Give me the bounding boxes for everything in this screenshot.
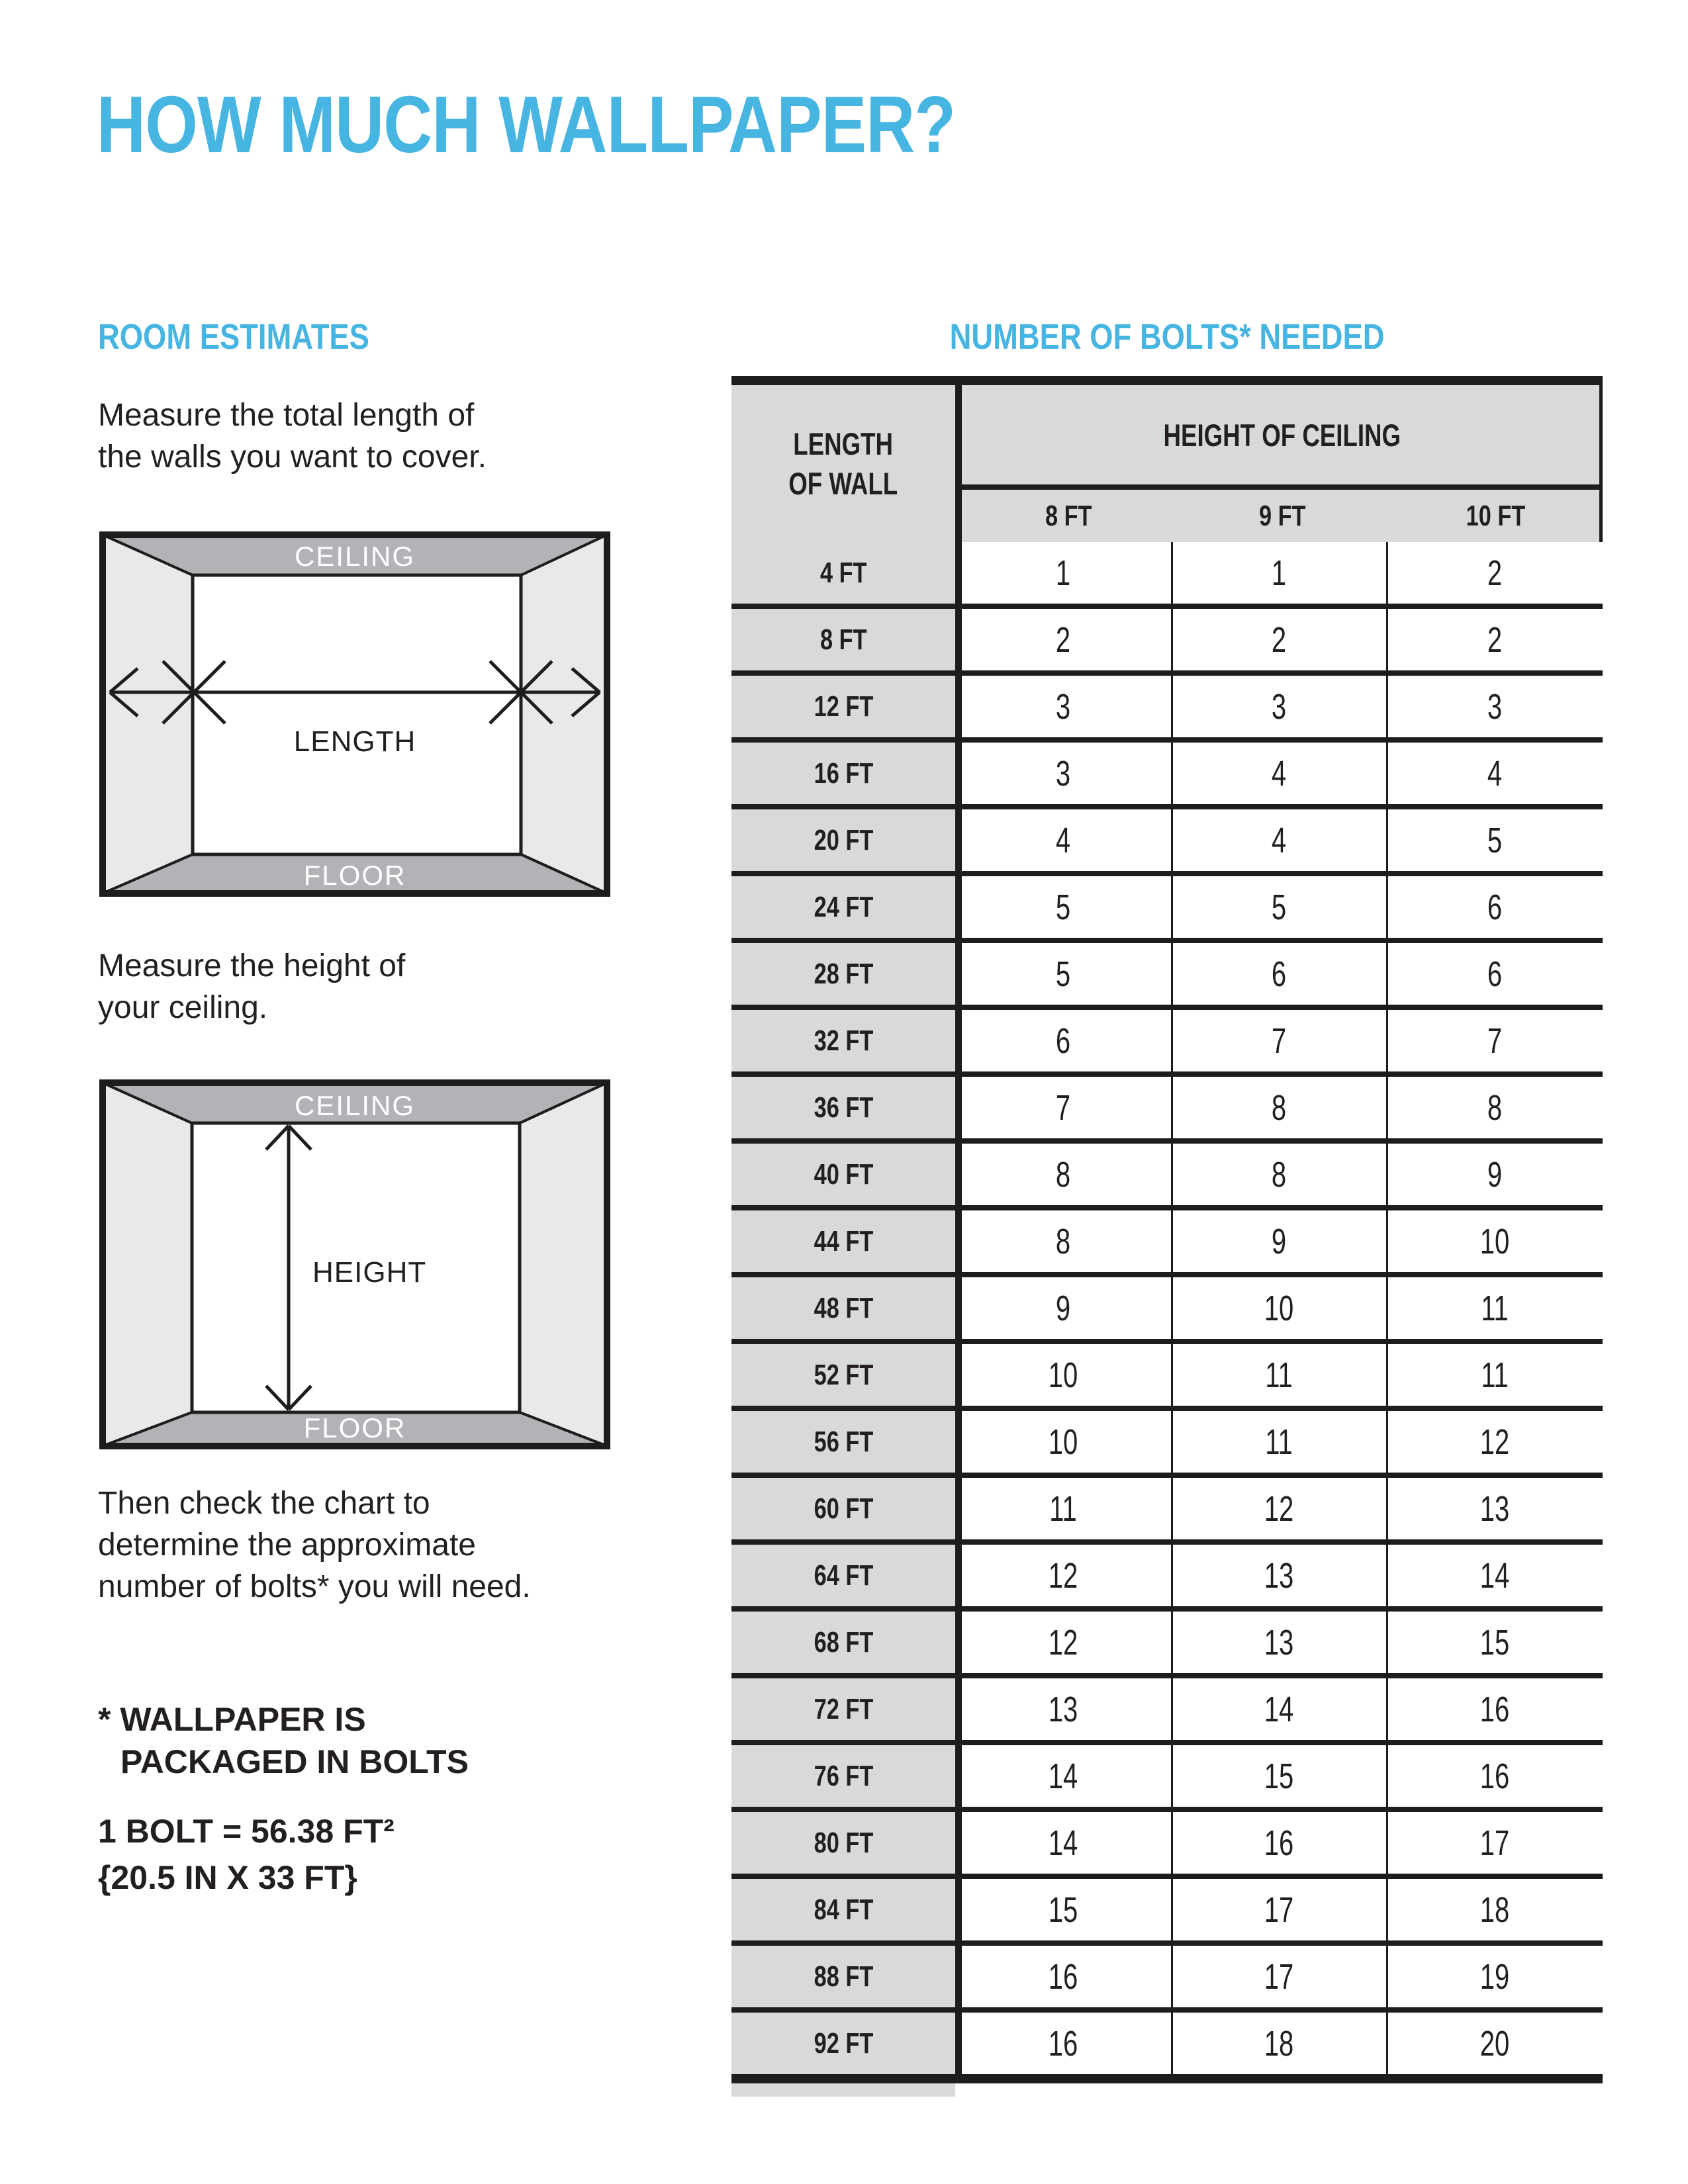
- header-divider-rule: [962, 484, 1603, 490]
- bolt-count-cell: 18: [1171, 2013, 1387, 2074]
- bolt-count-cell: 18: [1387, 1879, 1603, 1940]
- bolt-count-cell: 11: [1387, 1277, 1603, 1339]
- row-values: [955, 609, 1603, 670]
- row-label-cell: 52 FT: [731, 1344, 955, 1406]
- bolt-count-cell: 7: [1171, 1010, 1387, 1071]
- bolt-count-cell: 15: [1171, 1745, 1387, 1807]
- row-label-cell: 80 FT: [731, 1812, 955, 1874]
- wallpaper-bolts-footnote: [98, 1698, 469, 1783]
- bolt-count-cell: 8: [1387, 1077, 1603, 1138]
- bolt-count-cell: 16: [955, 1946, 1171, 2007]
- sub-header-8ft: 8 FT: [1045, 499, 1092, 532]
- bolt-count-cell: 13: [955, 1678, 1171, 1740]
- row-values: [955, 1144, 1603, 1205]
- bolt-count-cell: 17: [1387, 1812, 1603, 1874]
- text-line: Then check the chart to: [98, 1486, 430, 1521]
- right-wall: [521, 535, 607, 893]
- row-values: [955, 1545, 1603, 1606]
- bolt-count-cell: 17: [1171, 1879, 1387, 1940]
- row-values: [955, 1077, 1603, 1138]
- bolt-count-cell: 12: [955, 1612, 1171, 1673]
- bolt-count-cell: 13: [1387, 1478, 1603, 1539]
- row-values: [955, 743, 1603, 804]
- bolt-count-cell: 5: [955, 876, 1171, 938]
- room-height-diagram: [99, 1079, 610, 1449]
- bolt-count-cell: 8: [955, 1144, 1171, 1205]
- length-of-wall-header: LENGTH OF WALL: [788, 426, 898, 501]
- table-row: [731, 2013, 1603, 2083]
- table-row: [731, 809, 1603, 876]
- bolt-count-cell: 8: [1171, 1144, 1387, 1205]
- row-values: [955, 1010, 1603, 1071]
- bolt-count-cell: 5: [1171, 876, 1387, 938]
- table-row: [731, 1545, 1603, 1612]
- row-values: [955, 1612, 1603, 1673]
- bolt-count-cell: 3: [1171, 676, 1387, 737]
- column-separator: [1171, 542, 1173, 2074]
- bolt-count-cell: 1: [955, 542, 1171, 604]
- bolt-count-cell: 7: [1387, 1010, 1603, 1071]
- height-label: HEIGHT: [312, 1256, 427, 1289]
- bolt-count-cell: 3: [955, 676, 1171, 737]
- bolt-count-cell: 6: [1387, 876, 1603, 938]
- bolt-count-cell: 4: [1387, 743, 1603, 804]
- text-line: PACKAGED IN BOLTS: [120, 1743, 469, 1780]
- bolt-count-cell: 9: [955, 1277, 1171, 1339]
- text-line: * WALLPAPER IS: [98, 1701, 366, 1738]
- table-row: [731, 1946, 1603, 2013]
- bolt-count-cell: 10: [1171, 1277, 1387, 1339]
- bolt-count-cell: 16: [1387, 1745, 1603, 1807]
- table-row: [731, 1210, 1603, 1277]
- bolt-count-cell: 10: [1387, 1210, 1603, 1272]
- row-label-cell: 8 FT: [731, 609, 955, 670]
- row-values: [955, 943, 1603, 1005]
- bolt-count-cell: 15: [1387, 1612, 1603, 1673]
- table-row: [731, 743, 1603, 809]
- row-values: [955, 1812, 1603, 1874]
- ceiling-label: CEILING: [294, 541, 416, 572]
- row-label-cell: 20 FT: [731, 809, 955, 871]
- row-label-cell: 36 FT: [731, 1077, 955, 1138]
- bolt-count-cell: 4: [955, 809, 1171, 871]
- bolt-count-cell: 6: [955, 1010, 1171, 1071]
- bolt-count-cell: 2: [1171, 609, 1387, 670]
- table-row: [731, 1010, 1603, 1077]
- table-row: [731, 542, 1603, 609]
- row-values: [955, 1879, 1603, 1940]
- bolt-count-cell: 12: [1171, 1478, 1387, 1539]
- row-values: [955, 2013, 1603, 2074]
- bolt-count-cell: 2: [1387, 609, 1603, 670]
- text-line: {20.5 IN X 33 FT}: [98, 1859, 357, 1896]
- length-label: LENGTH: [293, 725, 416, 758]
- text-line: Measure the height of: [98, 948, 406, 983]
- row-values: [955, 676, 1603, 737]
- text-line: the walls you want to cover.: [98, 439, 487, 475]
- table-row: [731, 1678, 1603, 1745]
- bolt-count-cell: 16: [1171, 1812, 1387, 1874]
- row-label-cell: 4 FT: [731, 542, 955, 604]
- bolt-count-cell: 13: [1171, 1545, 1387, 1606]
- instruction-measure-length: [98, 394, 487, 478]
- text-line: Measure the total length of: [98, 398, 475, 433]
- bolt-size-info: [98, 1808, 395, 1901]
- bolt-count-cell: 8: [1171, 1077, 1387, 1138]
- row-label-cell: 32 FT: [731, 1010, 955, 1071]
- bolt-count-cell: 11: [1171, 1344, 1387, 1406]
- right-wall: [520, 1083, 607, 1446]
- bolt-count-cell: 14: [955, 1745, 1171, 1807]
- back-wall: [193, 575, 521, 854]
- bolt-count-cell: 6: [1387, 943, 1603, 1005]
- bolt-count-cell: 8: [955, 1210, 1171, 1272]
- ceiling-label: CEILING: [294, 1090, 416, 1121]
- table-row: [731, 676, 1603, 743]
- table-row: [731, 609, 1603, 676]
- bolt-count-cell: 20: [1387, 2013, 1603, 2074]
- text-line: your ceiling.: [98, 990, 268, 1025]
- room-length-diagram: [99, 531, 610, 897]
- left-wall: [103, 535, 193, 893]
- page-title: HOW MUCH WALLPAPER?: [97, 79, 956, 169]
- table-row: [731, 1879, 1603, 1946]
- bolt-count-cell: 10: [955, 1411, 1171, 1473]
- table-row: [731, 1344, 1603, 1411]
- bolt-count-cell: 5: [1387, 809, 1603, 871]
- floor-label: FLOOR: [303, 1412, 406, 1443]
- table-header: [731, 385, 1603, 542]
- row-label-cell: 48 FT: [731, 1277, 955, 1339]
- bolt-count-cell: 12: [955, 1545, 1171, 1606]
- left-wall: [103, 1083, 192, 1446]
- sub-header-9ft: 9 FT: [1258, 499, 1306, 532]
- row-values: [955, 1411, 1603, 1473]
- row-values: [955, 1745, 1603, 1807]
- table-row: [731, 1745, 1603, 1812]
- label-column-divider: [955, 376, 962, 2083]
- table-row: [731, 1812, 1603, 1879]
- row-label-cell: 44 FT: [731, 1210, 955, 1272]
- row-label-cell: 68 FT: [731, 1612, 955, 1673]
- bolt-count-cell: 11: [1171, 1411, 1387, 1473]
- row-values: [955, 1210, 1603, 1272]
- row-values: [955, 1946, 1603, 2007]
- floor-label: FLOOR: [303, 860, 406, 891]
- row-label-cell: 64 FT: [731, 1545, 955, 1606]
- row-label-cell: 60 FT: [731, 1478, 955, 1539]
- table-row: [731, 1411, 1603, 1478]
- bolt-count-cell: 16: [1387, 1678, 1603, 1740]
- bolt-count-cell: 3: [955, 743, 1171, 804]
- row-values: [955, 809, 1603, 871]
- text-line: number of bolts* you will need.: [98, 1569, 531, 1604]
- bolt-count-cell: 6: [1171, 943, 1387, 1005]
- instruction-measure-height: [98, 945, 405, 1028]
- table-rows: [731, 542, 1603, 2083]
- bolt-count-cell: 9: [1171, 1210, 1387, 1272]
- table-row: [731, 1277, 1603, 1344]
- bolt-count-cell: 2: [1387, 542, 1603, 604]
- bolt-count-cell: 4: [1171, 809, 1387, 871]
- table-row: [731, 1612, 1603, 1678]
- row-label-cell: 92 FT: [731, 2013, 955, 2074]
- row-values: [955, 1478, 1603, 1539]
- bolt-count-cell: 9: [1387, 1144, 1603, 1205]
- text-line: determine the approximate: [98, 1527, 476, 1563]
- bolt-count-cell: 14: [955, 1812, 1171, 1874]
- table-top-rule: [731, 376, 1603, 385]
- row-values: [955, 542, 1603, 604]
- column-separator: [1386, 542, 1388, 2074]
- row-label-cell: 24 FT: [731, 876, 955, 938]
- bolt-count-cell: 13: [1171, 1612, 1387, 1673]
- header-right-rule: [1599, 385, 1603, 542]
- height-of-ceiling-header: HEIGHT OF CEILING: [1163, 417, 1401, 453]
- row-label-cell: 88 FT: [731, 1946, 955, 2007]
- table-row: [731, 876, 1603, 943]
- row-label-cell: 56 FT: [731, 1411, 955, 1473]
- label-column-stub: [731, 2083, 955, 2097]
- row-label-cell: 12 FT: [731, 676, 955, 737]
- table-row: [731, 943, 1603, 1010]
- section-heading-room-estimates: ROOM ESTIMATES: [98, 317, 369, 357]
- row-values: [955, 1678, 1603, 1740]
- ceiling-height-subheaders: [962, 490, 1603, 542]
- row-values: [955, 1277, 1603, 1339]
- bolts-table: [731, 376, 1603, 2083]
- row-values: [955, 1344, 1603, 1406]
- bolt-count-cell: 2: [955, 609, 1171, 670]
- row-values: [955, 876, 1603, 938]
- bolt-count-cell: 11: [1387, 1344, 1603, 1406]
- text-line: 1 BOLT = 56.38 FT²: [98, 1813, 395, 1850]
- bolt-count-cell: 14: [1171, 1678, 1387, 1740]
- bolt-count-cell: 3: [1387, 676, 1603, 737]
- bolt-count-cell: 19: [1387, 1946, 1603, 2007]
- bolt-count-cell: 10: [955, 1344, 1171, 1406]
- sub-header-10ft: 10 FT: [1466, 499, 1526, 532]
- table-heading: NUMBER OF BOLTS* NEEDED: [949, 317, 1385, 357]
- bolt-count-cell: 16: [955, 2013, 1171, 2074]
- bolt-count-cell: 4: [1171, 743, 1387, 804]
- table-row: [731, 1144, 1603, 1210]
- row-label-cell: 40 FT: [731, 1144, 955, 1205]
- table-row: [731, 1077, 1603, 1144]
- row-label-cell: 16 FT: [731, 743, 955, 804]
- row-label-cell: 84 FT: [731, 1879, 955, 1940]
- bolt-count-cell: 7: [955, 1077, 1171, 1138]
- table-row: [731, 1478, 1603, 1545]
- bolt-count-cell: 1: [1171, 542, 1387, 604]
- instruction-check-chart: [98, 1482, 531, 1608]
- bolt-count-cell: 14: [1387, 1545, 1603, 1606]
- row-label-cell: 72 FT: [731, 1678, 955, 1740]
- bolt-count-cell: 15: [955, 1879, 1171, 1940]
- bolt-count-cell: 12: [1387, 1411, 1603, 1473]
- bolt-count-cell: 5: [955, 943, 1171, 1005]
- row-label-cell: 76 FT: [731, 1745, 955, 1807]
- bolt-count-cell: 17: [1171, 1946, 1387, 2007]
- row-label-cell: 28 FT: [731, 943, 955, 1005]
- bolt-count-cell: 11: [955, 1478, 1171, 1539]
